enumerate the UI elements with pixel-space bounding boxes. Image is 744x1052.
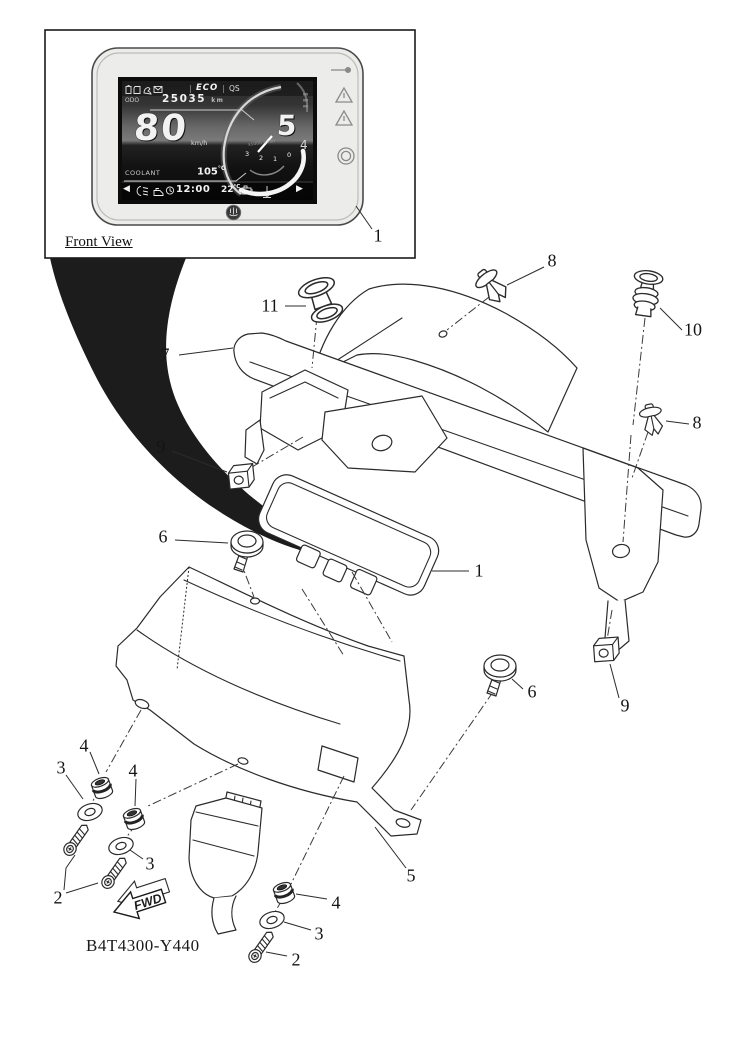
callout-4c: 4: [331, 892, 341, 913]
coolant-unit: °C: [217, 165, 226, 172]
callout-8a: 8: [547, 250, 557, 271]
meter-assembly-1: [247, 470, 443, 614]
callout-9a: 9: [156, 436, 166, 457]
screw-2b: [246, 929, 276, 965]
gear-next: 4: [300, 138, 308, 152]
screw-2a1: [61, 822, 91, 858]
damper-4b: [122, 807, 146, 832]
flange-screw-6a: [231, 531, 263, 572]
clip-nut-9a: [228, 464, 255, 489]
wire-connector: [189, 792, 262, 934]
air-temp: $22^{^\circ C}$: [221, 184, 241, 195]
coolant-label: COOLANT: [125, 169, 161, 177]
callout-7: 7: [160, 344, 170, 365]
callout-3c: 3: [314, 923, 324, 944]
callout-1-meter: 1: [474, 560, 484, 581]
callout-6b: 6: [527, 681, 537, 702]
meter-bracket-7: [234, 284, 701, 652]
flange-screw-6b: [484, 655, 516, 696]
callout-3b: 3: [145, 853, 155, 874]
turn-right-icon: ▶: [296, 184, 303, 194]
tach-scale-note: x1000 r/min: [247, 139, 276, 148]
qs-indicator: QS: [229, 84, 240, 93]
callout-9b: 9: [620, 695, 630, 716]
washer-3c: [258, 909, 287, 932]
coolant-value: $105^{^\circ C}$: [197, 165, 226, 178]
part-code: B4T4300-Y440: [86, 936, 200, 955]
air-temp-unit: °C: [233, 184, 241, 190]
callout-2a: 2: [53, 887, 63, 908]
odo-label: ODO: [125, 97, 140, 104]
washer-3a: [76, 801, 105, 824]
callout-10: 10: [684, 319, 702, 340]
yamaha-logo: [226, 205, 240, 219]
fwd-arrow: [107, 872, 175, 925]
meter-cover-5: [116, 567, 421, 836]
eco-indicator: ECO: [196, 83, 219, 93]
callout-4a: 4: [79, 735, 89, 756]
tach-tick: 1: [273, 155, 278, 163]
clip-nut-9b: [593, 637, 620, 662]
callout-6a: 6: [158, 526, 168, 547]
push-rivet-8b: [638, 402, 666, 437]
status-sep: |: [222, 84, 225, 93]
washer-3b: [107, 835, 136, 858]
tach-tick: 2: [259, 154, 264, 162]
speed-unit: km/h: [191, 139, 208, 147]
callout-2b: 2: [291, 949, 301, 970]
callout-8b: 8: [692, 412, 702, 433]
fwd-label: FWD: [132, 891, 164, 914]
odo-unit: km: [211, 97, 225, 104]
damper-4a: [90, 776, 114, 801]
callout-11: 11: [261, 295, 279, 316]
front-view-inset: [45, 30, 415, 258]
status-sep: |: [189, 84, 192, 93]
damper-4c: [272, 881, 296, 906]
turn-left-icon: ◀: [123, 184, 130, 194]
tach-tick: 0: [287, 151, 292, 159]
screw-2a2: [99, 855, 129, 891]
callout-4b: 4: [128, 760, 138, 781]
inset-caption: Front View: [65, 234, 133, 250]
callout-1-inset: 1: [373, 225, 383, 246]
tach-tick: 3: [245, 150, 250, 158]
callout-5: 5: [406, 865, 416, 886]
gear-indicator: 5: [276, 109, 298, 142]
speed-value: 80: [132, 108, 190, 149]
clock-value: 12:00: [176, 184, 211, 195]
odo-value: 25035 km: [162, 93, 225, 105]
damper-10: [629, 269, 664, 318]
callout-3a: 3: [56, 757, 66, 778]
